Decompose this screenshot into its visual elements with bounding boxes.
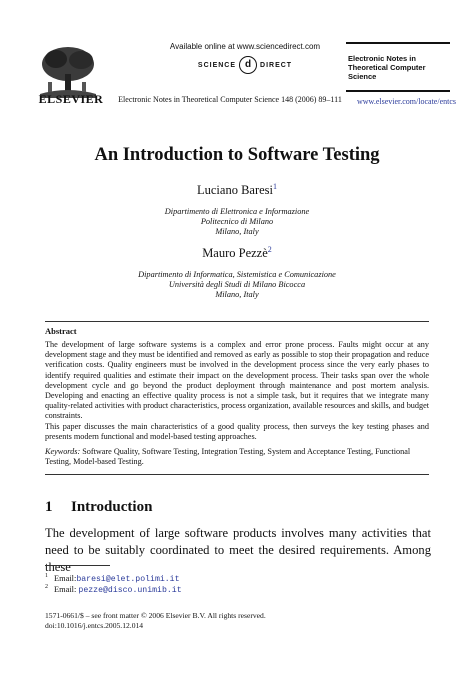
footnote-rule <box>45 565 110 566</box>
email-link[interactable]: baresi@elet.polimi.it <box>76 574 180 584</box>
affiliation-line: Milano, Italy <box>215 227 259 236</box>
affiliation-line: Milano, Italy <box>215 290 259 299</box>
affiliation-line: Università degli Studi di Milano Bicocca <box>168 280 306 289</box>
email-link[interactable]: pezze@disco.unimib.it <box>78 585 182 595</box>
author-footnote-mark[interactable]: 2 <box>267 245 272 254</box>
series-url-link[interactable]: www.elsevier.com/locate/entcs <box>357 97 456 106</box>
author-name <box>0 182 474 198</box>
author-name-text: Mauro Pezzè <box>202 246 268 261</box>
abstract-heading: Abstract <box>45 326 77 336</box>
affiliation-line: Dipartimento di Elettronica e Informazione <box>164 207 310 216</box>
section-number: 1 <box>45 499 53 515</box>
sciencedirect-at-icon: d <box>239 56 257 74</box>
publisher-name: ELSEVIER <box>38 92 104 106</box>
abstract-body <box>45 340 429 442</box>
series-title-line1: Electronic Notes in <box>348 54 416 63</box>
keywords-text: Software Quality, Software Testing, Integration Testing, System and Acceptance Testing, Functional Testing, Model-based Testing. <box>45 447 411 467</box>
issn-line: 1571-0661/$ – see front matter © 2006 Elsevier B.V. All rights reserved. <box>45 611 266 620</box>
sciencedirect-left: SCIENCE <box>197 61 237 69</box>
keywords-line <box>45 447 429 467</box>
keywords-label: Keywords: <box>45 447 81 456</box>
author-affiliation <box>0 207 474 237</box>
available-online-text: Available online at www.sciencedirect.com <box>169 42 321 51</box>
author-name-text: Luciano Baresi <box>196 183 273 198</box>
footnote-mark: 1 <box>45 573 48 579</box>
sciencedirect-right: DIRECT <box>260 61 293 69</box>
series-title-box <box>346 42 450 92</box>
paper-title: An Introduction to Software Testing <box>94 145 380 165</box>
doi-line[interactable]: doi:10.1016/j.entcs.2005.12.014 <box>45 621 144 630</box>
abstract-top-rule <box>45 321 429 322</box>
footnote-label: Email: <box>54 584 77 594</box>
abstract-paragraph: The development of large software systems is a complex and error prone process. Faults might occur at any development stage and they must be identified and removed as early as possible to stop their propagation and reduce verification costs. Quality engineers must be involved in the development process since the very early phases to identify required qualities and estimate their impact on the development process. Their tasks span over the whole development cycle and go beyond the product deployment through maintenance and post mortem analysis. Developing and enacting an effective quality process is not a simple task, but it requires that we integrate many quality-related activities with product characteristics, process organization, available resources and skills, and budget constraints. <box>45 340 429 421</box>
journal-citation: Electronic Notes in Theoretical Computer Science 148 (2006) 89–111 <box>118 95 342 104</box>
sciencedirect-logo <box>150 56 340 74</box>
section-heading <box>45 499 152 516</box>
intro-paragraph: The development of large software products involves many activities that need to be suitably coordinated to meet the desired requirements. Among these <box>45 526 431 574</box>
affiliation-line: Politecnico di Milano <box>200 217 274 226</box>
abstract-bottom-rule <box>45 474 429 475</box>
footnote-mark: 2 <box>45 584 48 590</box>
series-title-line2: Theoretical Computer <box>348 63 426 72</box>
section-title: Introduction <box>71 499 153 515</box>
author-affiliation <box>0 270 474 300</box>
series-title-line3: Science <box>348 72 377 81</box>
tree-icon <box>36 44 100 98</box>
author-footnote-mark[interactable]: 1 <box>273 182 277 191</box>
abstract-paragraph: This paper discusses the main characteristics of a good quality process, then surveys the key testing phases and presents modern functional and model-based testing approaches. <box>45 421 429 441</box>
affiliation-line: Dipartimento di Informatica, Sistemistica e Comunicazione <box>138 270 336 279</box>
footnote <box>45 582 182 596</box>
elsevier-tree-logo <box>36 44 100 98</box>
footnote-label: Email: <box>54 573 77 583</box>
author-name <box>0 245 474 261</box>
